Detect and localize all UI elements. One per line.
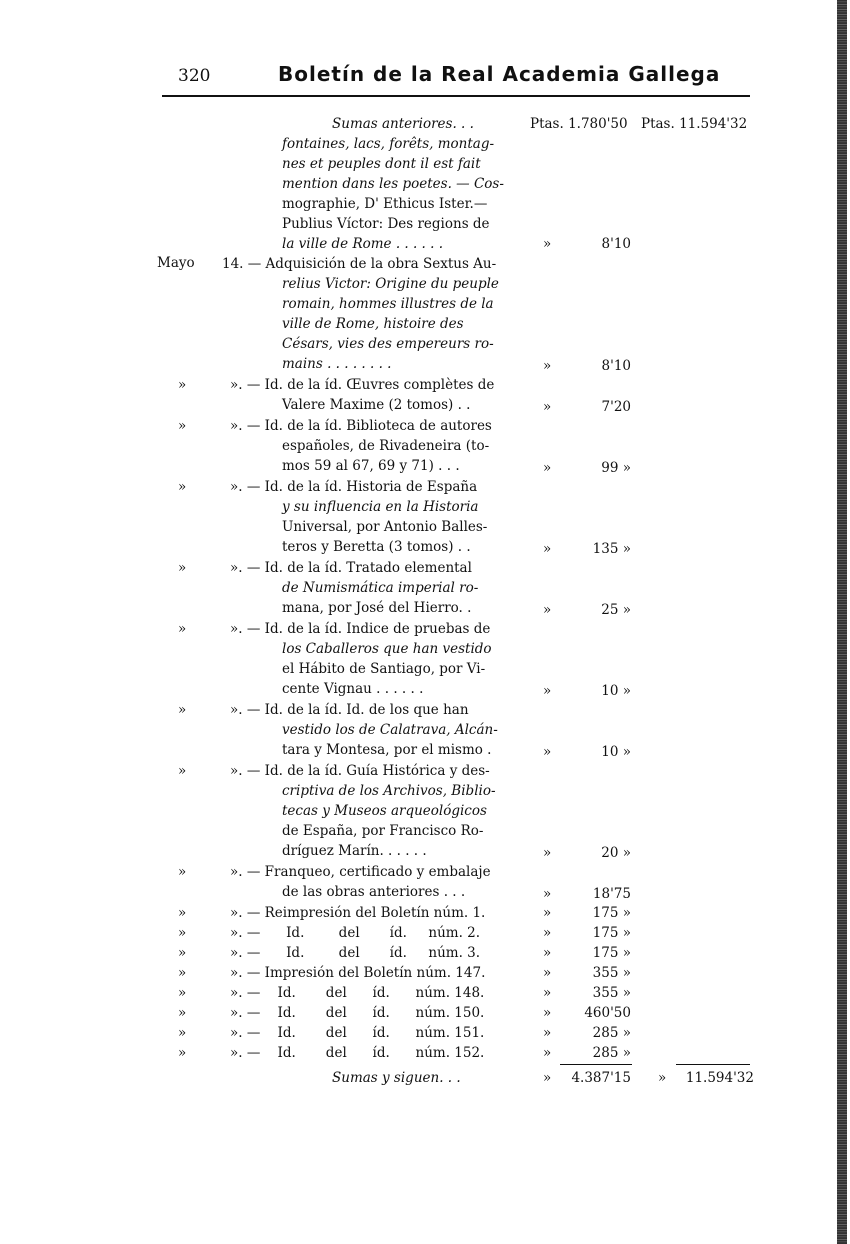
entry-line: criptiva de los Archivos, Biblio- bbox=[282, 783, 496, 799]
date-ditto: » bbox=[178, 985, 187, 1001]
entry-line: cente Vignau . . . . . . bbox=[282, 681, 424, 697]
month-label: Mayo bbox=[157, 255, 195, 271]
entry-amount: 355 » bbox=[592, 985, 631, 1001]
date-ditto: » bbox=[178, 418, 187, 434]
entry-amount: 460'50 bbox=[584, 1005, 631, 1021]
entry-line: los Caballeros que han vestido bbox=[282, 641, 492, 657]
date-ditto: » bbox=[178, 905, 187, 921]
entry-line: teros y Beretta (3 tomos) . . bbox=[282, 539, 471, 555]
entry-line: de España, por Francisco Ro- bbox=[282, 823, 484, 839]
entry-line: relius Victor: Origine du peuple bbox=[282, 276, 499, 292]
entry-line: ». — Id. del íd. núm. 150. bbox=[230, 1005, 485, 1021]
entry-line: mention dans les poetes. — Cos- bbox=[282, 176, 504, 192]
entry-line: romain, hommes illustres de la bbox=[282, 296, 494, 312]
entry-line: Universal, por Antonio Balles- bbox=[282, 519, 488, 535]
page-number: 320 bbox=[178, 66, 211, 86]
amount-ditto: » bbox=[543, 460, 552, 476]
entry-amount: 7'20 bbox=[601, 399, 631, 415]
entry-line: ». — Id. del íd. núm. 3. bbox=[230, 945, 481, 961]
totals-col1: 4.387'15 bbox=[571, 1070, 631, 1086]
amount-ditto: » bbox=[543, 905, 552, 921]
entry-amount: 285 » bbox=[592, 1045, 631, 1061]
subtotal-rule bbox=[560, 1064, 632, 1065]
carry-label: Sumas anteriores. . . bbox=[332, 116, 474, 132]
entry-line: ». — Franqueo, certificado y embalaje bbox=[230, 864, 491, 880]
amount-ditto: » bbox=[543, 358, 552, 374]
entry-line: y su influencia en la Historia bbox=[282, 499, 479, 515]
date-ditto: » bbox=[178, 479, 187, 495]
subtotal-rule bbox=[676, 1064, 750, 1065]
date-ditto: » bbox=[178, 1025, 187, 1041]
entry-line: ville de Rome, histoire des bbox=[282, 316, 464, 332]
entry-line: ». — Id. de la íd. Id. de los que han bbox=[230, 702, 469, 718]
amount-ditto: » bbox=[543, 1025, 552, 1041]
entry-amount: 175 » bbox=[592, 925, 631, 941]
amount-ditto: » bbox=[543, 744, 552, 760]
entry-amount: 355 » bbox=[592, 965, 631, 981]
date-ditto: » bbox=[178, 965, 187, 981]
entry-line: ». — Id. de la íd. Indice de pruebas de bbox=[230, 621, 491, 637]
amount-ditto: » bbox=[543, 602, 552, 618]
entry-amount: 135 » bbox=[592, 541, 631, 557]
entry-amount: 8'10 bbox=[601, 236, 631, 252]
entry-line: nes et peuples dont il est fait bbox=[282, 156, 481, 172]
date-ditto: » bbox=[178, 377, 187, 393]
entry-line: tecas y Museos arqueológicos bbox=[282, 803, 487, 819]
entry-line: ». — Id. de la íd. Œuvres complètes de bbox=[230, 377, 495, 393]
entry-amount: 10 » bbox=[601, 744, 631, 760]
entry-line: mos 59 al 67, 69 y 71) . . . bbox=[282, 458, 460, 474]
entry-line: tara y Montesa, por el mismo . bbox=[282, 742, 492, 758]
amount-ditto: » bbox=[543, 945, 552, 961]
entry-line: el Hábito de Santiago, por Vi- bbox=[282, 661, 486, 677]
date-ditto: » bbox=[178, 621, 187, 637]
entry-amount: 20 » bbox=[601, 845, 631, 861]
entry-amount: 285 » bbox=[592, 1025, 631, 1041]
entry-line: vestido los de Calatrava, Alcán- bbox=[282, 722, 498, 738]
page-edge-shadow bbox=[837, 0, 847, 1244]
entry-amount: 8'10 bbox=[601, 358, 631, 374]
date-ditto: » bbox=[178, 864, 187, 880]
entry-line: mains . . . . . . . . bbox=[282, 356, 392, 372]
date-ditto: » bbox=[178, 763, 187, 779]
entry-amount: 175 » bbox=[592, 905, 631, 921]
amount-ditto: » bbox=[543, 683, 552, 699]
entry-line: ». — Id. del íd. núm. 152. bbox=[230, 1045, 485, 1061]
entry-line: Valere Maxime (2 tomos) . . bbox=[282, 397, 471, 413]
entry-line: dríguez Marín. . . . . . bbox=[282, 843, 427, 859]
header-rule bbox=[162, 95, 750, 97]
entry-line: ». — Reimpresión del Boletín núm. 1. bbox=[230, 905, 486, 921]
entry-line: mographie, D' Ethicus Ister.— bbox=[282, 196, 488, 212]
amount-ditto: » bbox=[543, 886, 552, 902]
amount-ditto: » bbox=[543, 541, 552, 557]
entry-line: 14. — Adquisición de la obra Sextus Au- bbox=[222, 256, 497, 272]
date-ditto: » bbox=[178, 925, 187, 941]
entry-line: de Numismática imperial ro- bbox=[282, 580, 479, 596]
entry-line: ». — Id. de la íd. Guía Histórica y des- bbox=[230, 763, 490, 779]
entry-line: ». — Id. del íd. núm. 148. bbox=[230, 985, 485, 1001]
totals-col2-ditto: » bbox=[658, 1070, 667, 1086]
amount-ditto: » bbox=[543, 399, 552, 415]
amount-ditto: » bbox=[543, 965, 552, 981]
date-ditto: » bbox=[178, 702, 187, 718]
date-ditto: » bbox=[178, 1045, 187, 1061]
entry-amount: 175 » bbox=[592, 945, 631, 961]
amount-ditto: » bbox=[543, 925, 552, 941]
date-ditto: » bbox=[178, 1005, 187, 1021]
amount-ditto: » bbox=[543, 1005, 552, 1021]
entry-line: ». — Id. de la íd. Historia de España bbox=[230, 479, 478, 495]
entry-line: de las obras anteriores . . . bbox=[282, 884, 466, 900]
carry-col2: Ptas. 11.594'32 bbox=[641, 116, 748, 132]
entry-line: ». — Id. del íd. núm. 151. bbox=[230, 1025, 485, 1041]
entry-line: mana, por José del Hierro. . bbox=[282, 600, 472, 616]
totals-col2: 11.594'32 bbox=[685, 1070, 754, 1086]
date-ditto: » bbox=[178, 945, 187, 961]
entry-line: ». — Id. de la íd. Biblioteca de autores bbox=[230, 418, 492, 434]
entry-line: la ville de Rome . . . . . . bbox=[282, 236, 444, 252]
entry-line: ». — Impresión del Boletín núm. 147. bbox=[230, 965, 486, 981]
entry-line: españoles, de Rivadeneira (to- bbox=[282, 438, 490, 454]
totals-label: Sumas y siguen. . . bbox=[332, 1070, 461, 1086]
amount-ditto: » bbox=[543, 845, 552, 861]
date-ditto: » bbox=[178, 560, 187, 576]
entry-line: ». — Id. del íd. núm. 2. bbox=[230, 925, 481, 941]
entry-amount: 10 » bbox=[601, 683, 631, 699]
entry-line: Publius Víctor: Des regions de bbox=[282, 216, 490, 232]
entry-line: fontaines, lacs, forêts, montag- bbox=[282, 136, 495, 152]
entry-amount: 25 » bbox=[601, 602, 631, 618]
amount-ditto: » bbox=[543, 985, 552, 1001]
entry-amount: 99 » bbox=[601, 460, 631, 476]
amount-ditto: » bbox=[543, 236, 552, 252]
entry-amount: 18'75 bbox=[592, 886, 631, 902]
carry-col1: Ptas. 1.780'50 bbox=[530, 116, 628, 132]
entry-line: ». — Id. de la íd. Tratado elemental bbox=[230, 560, 472, 576]
running-title: Boletín de la Real Academia Gallega bbox=[278, 62, 721, 86]
entry-line: Césars, vies des empereurs ro- bbox=[282, 336, 494, 352]
amount-ditto: » bbox=[543, 1070, 552, 1086]
amount-ditto: » bbox=[543, 1045, 552, 1061]
